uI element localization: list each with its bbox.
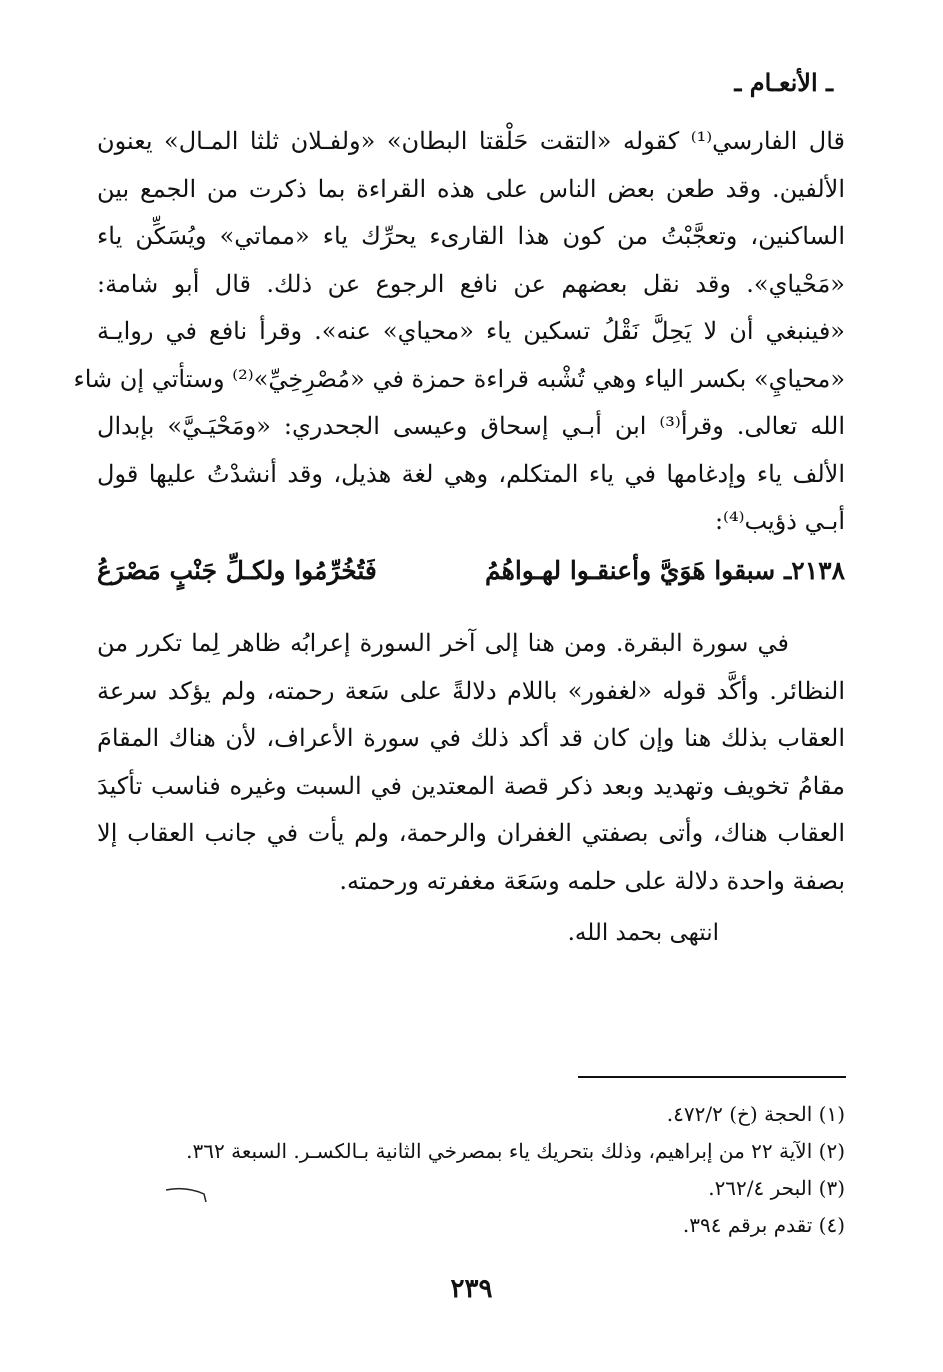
verse-second-hemistich: فَتُخُرِّمُوا ولكـلِّ جَنْبٍ مَصْرَعُ: [97, 556, 377, 585]
text-line: «محيايِ» بكسر الياء وهي تُشْبه قراءة حمزة في «مُصْرِخِيِّ»⁽²⁾ وستأتي إن شاء: [73, 364, 845, 393]
footnote: (٣) البحر ٢٦٢/٤.: [708, 1176, 845, 1200]
text-line: قال الفارسي⁽¹⁾ كقوله «التقت حَلْقتا البطان» «ولفـلان ثلثا المـال» يعنون: [97, 127, 845, 155]
text-line: الألف ياء وإدغامها في ياء المتكلم، وهي لغة هذيل، وقد أنشدْتُ عليها قول: [97, 459, 845, 488]
text-line: بصفة واحدة دلالة على حلمه وسَعَة مغفرته ورحمته.: [339, 866, 845, 895]
text-line: النظائر. وأكَّد قوله «لغفور» باللام دلالةً على سَعة رحمته، ولم يؤكد سرعة: [97, 676, 845, 705]
running-header: ـ الأنعـام ـ: [734, 68, 833, 97]
text-line: «فينبغي أن لا يَحِلَّ نَقْلُ تسكين ياء «محياي» عنه». وقرأ نافع في روايـة: [97, 317, 845, 345]
text-line: مقامُ تخويف وتهديد وبعد ذكر قصة المعتدين في السبت وغيره فناسب تأكيدَ: [97, 771, 845, 800]
text-line: في سورة البقرة. ومن هنا إلى آخر السورة إعرابُه ظاهر لِما تكرر من: [97, 629, 789, 657]
stray-pen-mark: [164, 1184, 210, 1204]
footnotes: [85, 1096, 845, 1244]
footnote: (٤) تقدم برقم ٣٩٤.: [682, 1213, 845, 1237]
text-line: الله تعالى. وقرأ⁽³⁾ ابن أبـي إسحاق وعيسى الجحدري: «ومَحْيَـيَّ» بإبدال: [97, 412, 845, 440]
text-line: العقاب بذلك هنا وإن كان قد أكد ذلك في سورة الأعراف، لأن هناك المقامَ: [97, 724, 846, 752]
poem-verse: [97, 556, 845, 585]
text-line: أبـي ذؤيب⁽⁴⁾:: [714, 507, 845, 535]
footnote: (١) الحجة (خ) ٤٧٢/٢.: [666, 1102, 845, 1126]
verse-first-half: [485, 556, 845, 585]
verse-first-hemistich: سبقوا هَوَيَّ وأعنقـوا لهـواهُمُ: [485, 556, 776, 585]
verse-number: ٢١٣٨ـ: [783, 556, 845, 585]
closing-statement: انتهى بحمد الله.: [567, 920, 719, 946]
text-line: العقاب هناك، وأتى بصفتي الغفران والرحمة، ولم يأت في جانب العقاب إلا: [97, 819, 845, 847]
text-line: الساكنين، وتعجَّبْتُ من كون هذا القارىء يحرِّك ياء «مماتي» ويُسَكِّن ياء: [97, 222, 845, 250]
footnote-separator: [578, 1076, 846, 1078]
paragraph-conclusion: [97, 620, 845, 905]
footnote: (٢) الآية ٢٢ من إبراهيم، وذلك بتحريك ياء بمصرخي الثانية بـالكسـر. السبعة ٣٦٢.: [186, 1139, 845, 1163]
paragraph-commentary: [73, 118, 845, 546]
text-line: الألفين. وقد طعن بعض الناس على هذه القراءة بما ذكرت من الجمع بين: [97, 174, 845, 203]
page-number: ٢٣٩: [450, 1274, 493, 1304]
text-line: «مَحْياي». وقد نقل بعضهم عن نافع الرجوع عن ذلك. قال أبو شامة:: [97, 269, 845, 298]
